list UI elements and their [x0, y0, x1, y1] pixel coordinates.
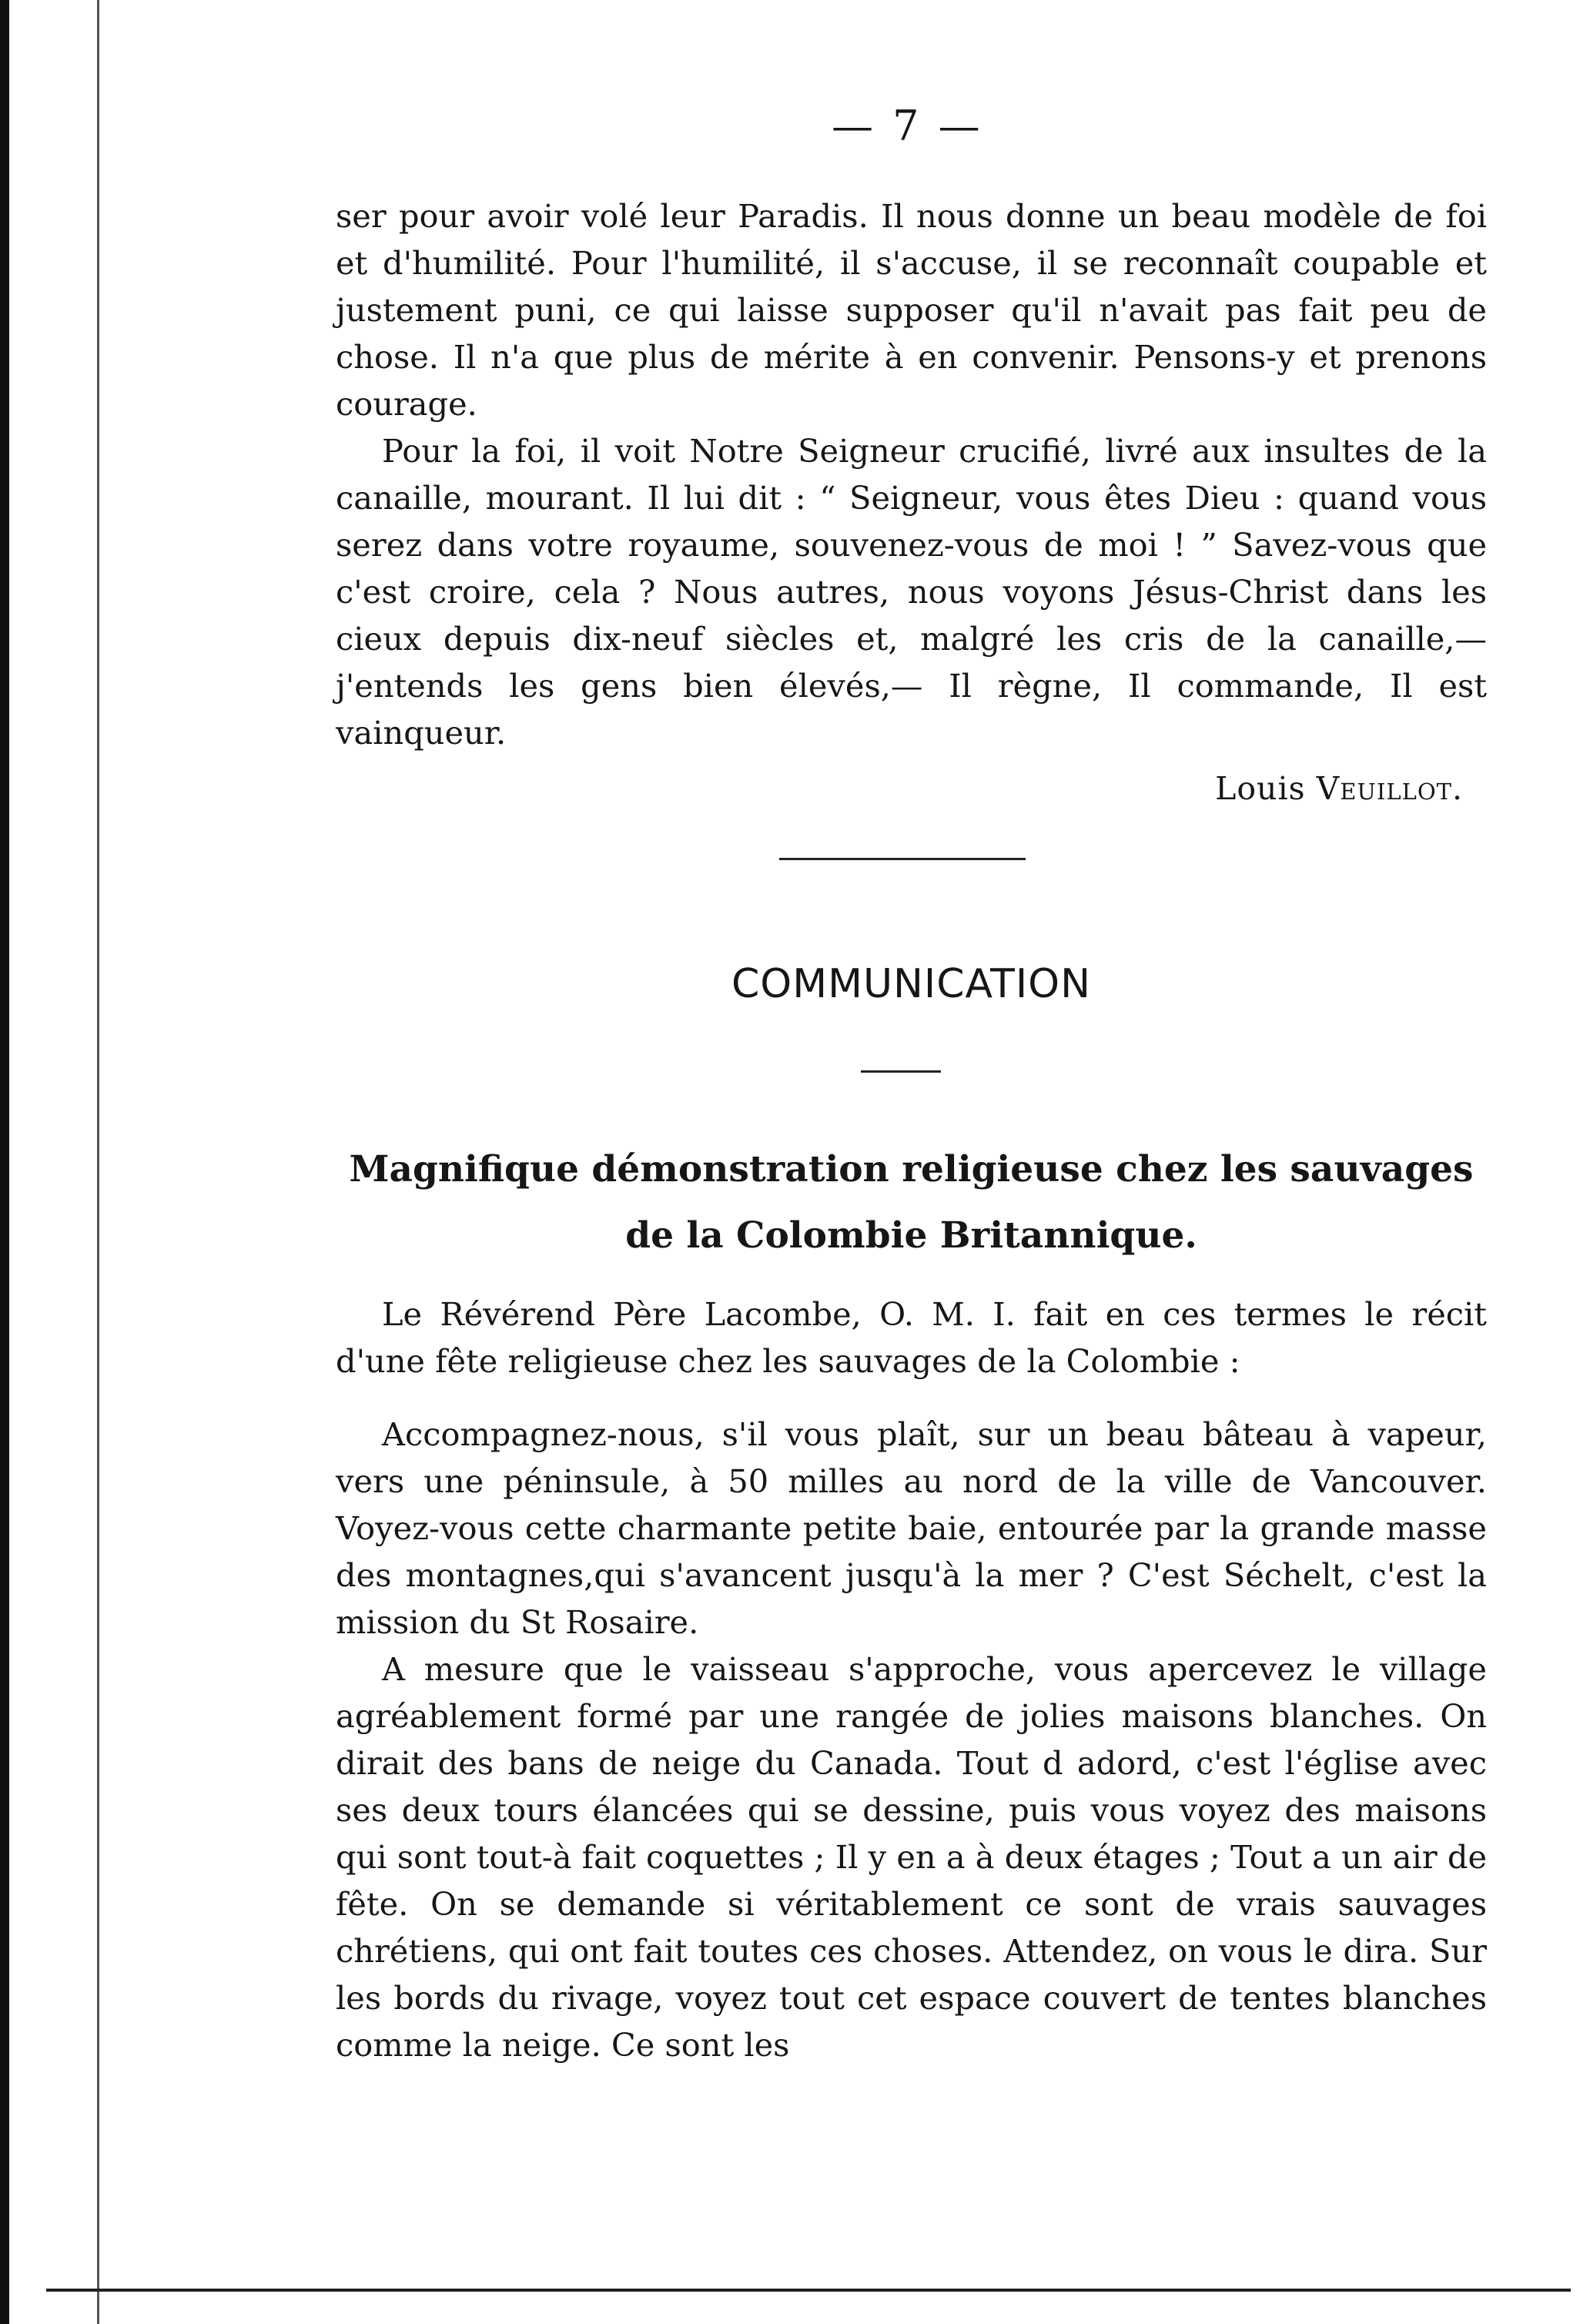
separator-rule-short	[861, 1070, 941, 1073]
paragraph: ser pour avoir volé leur Paradis. Il nous donne un beau modèle de foi et d'humilité. Pour l'humilité, il s'accuse, il se reconnaît coupable et justement puni, ce qui laisse supposer qu'il n'avait pas fait peu de chose. Il n'a que plus de mérite à en convenir. Pensons-y et prenons courage.	[336, 197, 1487, 423]
author-signature	[1093, 770, 1463, 807]
separator-rule	[779, 858, 1026, 860]
page-bottom-rule	[46, 2289, 1571, 2292]
article-body	[336, 1411, 1487, 2068]
paragraph: Pour la foi, il voit Notre Seigneur crucifié, livré aux insultes de la canaille, mourant. Il lui dit : “ Seigneur, vous êtes Dieu : quand vous serez dans votre royaume, souvenez-vous de moi ! ” Savez-vous que c'est croire, cela ? Nous autres, nous voyons Jésus-Christ dans les cieux depuis dix-neuf siècles et, malgré les cris de la canaille,— j'entends les gens bien élevés,— Il règne, Il commande, Il est vainqueur.	[336, 432, 1487, 752]
section-title: COMMUNICATION	[731, 961, 1092, 1007]
article-title	[336, 1137, 1487, 1269]
article-title-line2: de la Colombie Britannique.	[625, 1214, 1197, 1257]
page-number: — 7 —	[832, 102, 983, 150]
paragraph: A mesure que le vaisseau s'approche, vous apercevez le village agréablement formé par une rangée de jolies maisons blanches. On dirait des bans de neige du Canada. Tout d adord, c'est l'église avec ses deux tours élancées qui se dessine, puis vous voyez des maisons qui sont tout-à fait coquettes ; Il y en a à deux étages ; Tout a un air de fête. On se demande si véritablement ce sont de vrais sauvages chrétiens, qui ont fait toutes ces choses. Attendez, on vous le dira. Sur les bords du rivage, voyez tout cet espace couvert de tentes blanches comme la neige. Ce sont les	[336, 1650, 1487, 2064]
article-intro	[336, 1291, 1487, 1409]
signature-first-name: Louis	[1215, 770, 1306, 807]
paragraph: Le Révérend Père Lacombe, O. M. I. fait en ces termes le récit d'une fête religieuse chez les sauvages de la Colombie :	[336, 1295, 1487, 1380]
page-binding-edge	[0, 0, 9, 2324]
paragraph: Accompagnez-nous, s'il vous plaît, sur un beau bâteau à vapeur, vers une péninsule, à 50 milles au nord de la ville de Vancouver. Voyez-vous cette charmante petite baie, entourée par la grande masse des montagnes,qui s'avancent jusqu'à la mer ? C'est Séchelt, c'est la mission du St Rosaire.	[336, 1415, 1487, 1641]
first-passage	[336, 193, 1487, 756]
signature-last-name: Veuillot.	[1316, 770, 1463, 807]
page-binding-fold	[97, 0, 99, 2324]
article-title-line1: Magnifique démonstration religieuse chez les sauvages	[349, 1148, 1474, 1190]
